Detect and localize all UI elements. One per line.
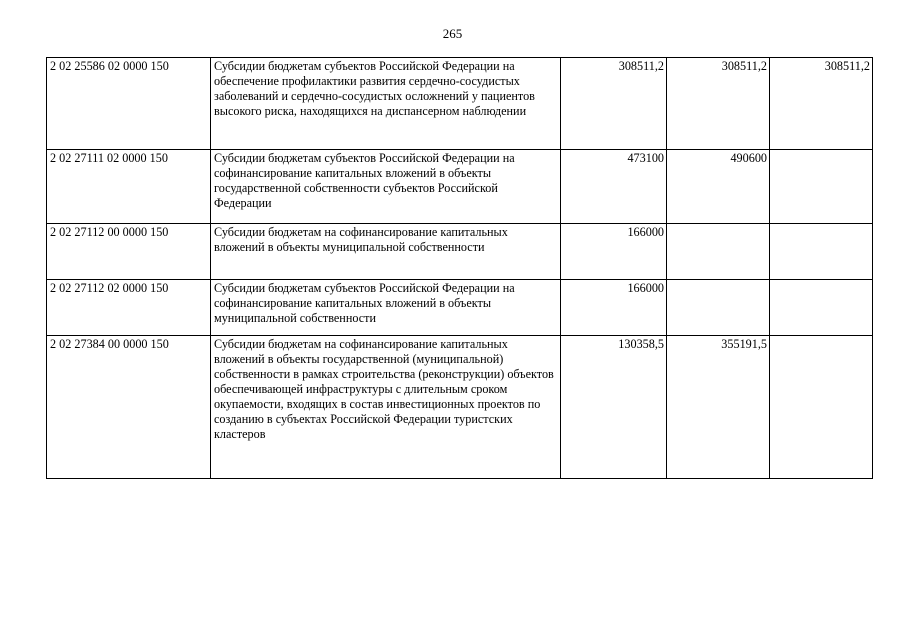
amount-year-3 xyxy=(770,336,873,479)
revenue-name: Субсидии бюджетам на софинансирование капитальных вложений в объекты муниципальной собственности xyxy=(211,224,561,280)
revenue-name: Субсидии бюджетам субъектов Российской Федерации на софинансирование капитальных вложений в объекты муниципальной собственности xyxy=(211,280,561,336)
revenue-name: Субсидии бюджетам субъектов Российской Федерации на софинансирование капитальных вложений в объекты государственной собственности субъектов Российской Федерации xyxy=(211,150,561,224)
table-row xyxy=(47,224,873,280)
budget-classification-code: 2 02 27111 02 0000 150 xyxy=(47,150,211,224)
amount-year-1: 308511,2 xyxy=(561,58,667,150)
table-row xyxy=(47,58,873,150)
table-row xyxy=(47,280,873,336)
amount-year-2: 490600 xyxy=(667,150,770,224)
budget-classification-code: 2 02 27384 00 0000 150 xyxy=(47,336,211,479)
budget-classification-code: 2 02 25586 02 0000 150 xyxy=(47,58,211,150)
budget-revenue-table xyxy=(46,57,873,479)
amount-year-2 xyxy=(667,224,770,280)
revenue-name: Субсидии бюджетам на софинансирование капитальных вложений в объекты государственной (муниципальной) собственности в рамках строительства (реконструкции) объектов обеспечивающей инфраструктуры с длительным сроком окупаемости, входящих в состав инвестиционных проектов по созданию в субъектах Российской Федерации туристских кластеров xyxy=(211,336,561,479)
amount-year-1: 166000 xyxy=(561,280,667,336)
amount-year-3 xyxy=(770,224,873,280)
amount-year-1: 166000 xyxy=(561,224,667,280)
revenue-name: Субсидии бюджетам субъектов Российской Федерации на обеспечение профилактики развития сердечно-сосудистых заболеваний и сердечно-сосудистых осложнений у пациентов высокого риска, находящихся на диспансерном наблюдении xyxy=(211,58,561,150)
amount-year-3: 308511,2 xyxy=(770,58,873,150)
table-row xyxy=(47,150,873,224)
amount-year-2 xyxy=(667,280,770,336)
budget-classification-code: 2 02 27112 00 0000 150 xyxy=(47,224,211,280)
amount-year-2: 308511,2 xyxy=(667,58,770,150)
page-number: 265 xyxy=(442,26,463,41)
amount-year-1: 130358,5 xyxy=(561,336,667,479)
amount-year-3 xyxy=(770,280,873,336)
amount-year-3 xyxy=(770,150,873,224)
amount-year-2: 355191,5 xyxy=(667,336,770,479)
budget-classification-code: 2 02 27112 02 0000 150 xyxy=(47,280,211,336)
amount-year-1: 473100 xyxy=(561,150,667,224)
table-row xyxy=(47,336,873,479)
